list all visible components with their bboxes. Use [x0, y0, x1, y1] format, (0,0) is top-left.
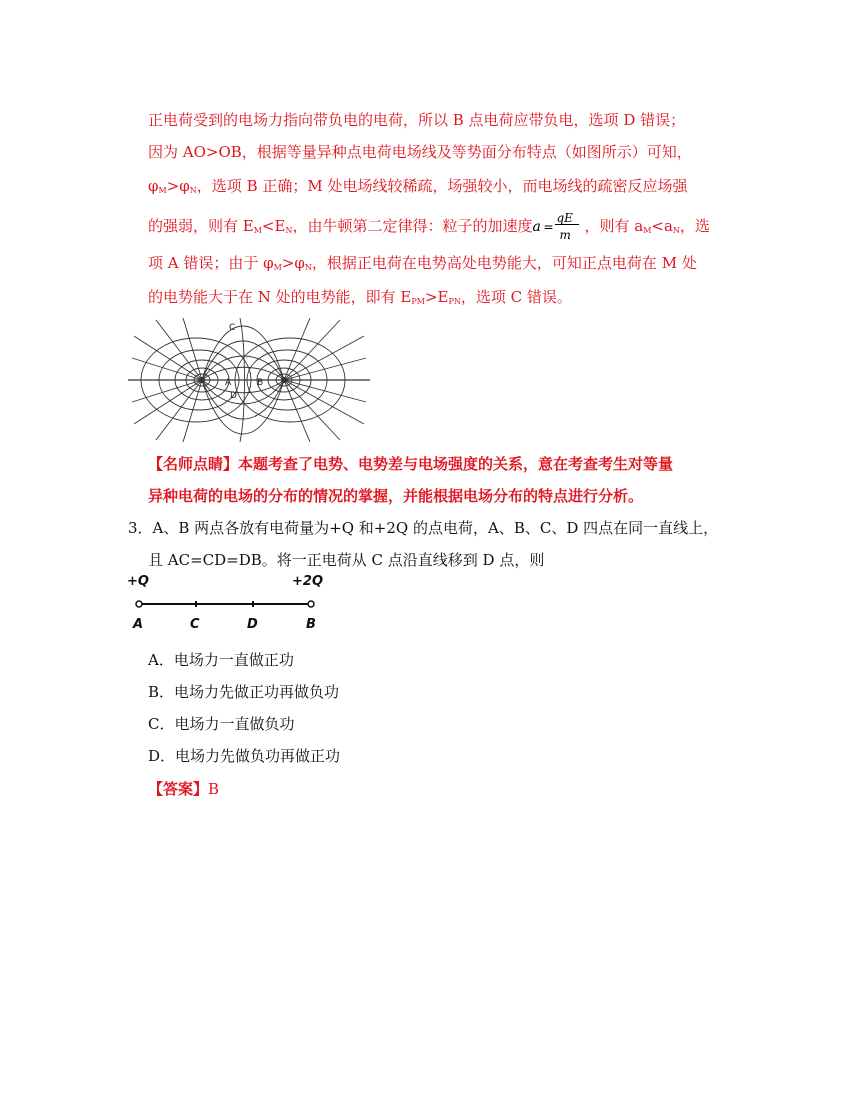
- point-a-label: A: [133, 617, 144, 632]
- answer-label: 【答案】: [148, 780, 209, 798]
- charge-b-dot: [281, 377, 287, 383]
- option-d: D．电场力先做负功再做正功: [148, 747, 341, 765]
- field-lines-figure: [128, 318, 370, 442]
- teacher-tip-line-2: 异种电荷的电场的分布的情况的掌握，并能根据电场分布的特点进行分析。: [148, 487, 644, 505]
- question-3-line-1: 3．A、B 两点各放有电荷量为+Q 和+2Q 的点电荷，A、B、C、D 四点在同一直线上，: [128, 519, 719, 537]
- explanation-line-2: 因为 AO>OB，根据等量异种点电荷电场线及等势面分布特点（如图所示）可知，: [148, 143, 692, 161]
- answer-value: B: [208, 780, 220, 798]
- explanation-line-1: 正电荷受到的电场力指向带负电的电荷，所以 B 点电荷应带负电，选项 D 错误；: [148, 111, 686, 129]
- question-3-line-2: 且 AC=CD=DB。将一正电荷从 C 点沿直线移到 D 点，则: [148, 551, 545, 569]
- explanation-line-6: 的电势能大于在 N 处的电势能，即有 $E_{PM}>E_{PN}$，选项 C 错误。: [148, 288, 572, 306]
- explanation-line-4: 的强弱，则有 $E_M<E_N$，由牛顿第二定律得：粒子的加速度 a = qE m ，则有 $a_M<a_N$，选: [148, 210, 710, 244]
- point-b-dot: [308, 601, 314, 607]
- point-b-label: B: [306, 617, 316, 632]
- charge-a-dot: [199, 377, 205, 383]
- label-a: A: [225, 378, 232, 388]
- label-d: D: [230, 391, 237, 401]
- acceleration-formula: a = qE m: [532, 208, 584, 242]
- point-d-label: D: [247, 617, 258, 632]
- charge-line-figure: [125, 572, 330, 632]
- explanation-line-5: 项 A 错误；由于 $\varphi_M>\varphi_N$，根据正电荷在电势高处电势能大，可知正点电荷在 M 处: [148, 254, 697, 272]
- charge-a-label: +Q: [127, 574, 149, 589]
- label-b: B: [257, 378, 264, 388]
- charge-b-label: +2Q: [292, 574, 323, 589]
- explanation-line-3: $\varphi_M>\varphi_N$，选项 B 正确；M 处电场线较稀疏，场强较小，而电场线的疏密反应场强: [148, 177, 688, 195]
- answer-line: [148, 779, 219, 799]
- option-b: B．电场力先做正功再做负功: [148, 683, 340, 701]
- teacher-tip-line-1: 【名师点睛】本题考查了电势、电势差与电场强度的关系，意在考查考生对等量: [148, 455, 674, 473]
- point-a-dot: [136, 601, 142, 607]
- label-c: C: [229, 323, 236, 333]
- option-c: C．电场力一直做负功: [148, 715, 295, 733]
- point-c-label: C: [190, 617, 200, 632]
- option-a: A．电场力一直做正功: [148, 651, 294, 669]
